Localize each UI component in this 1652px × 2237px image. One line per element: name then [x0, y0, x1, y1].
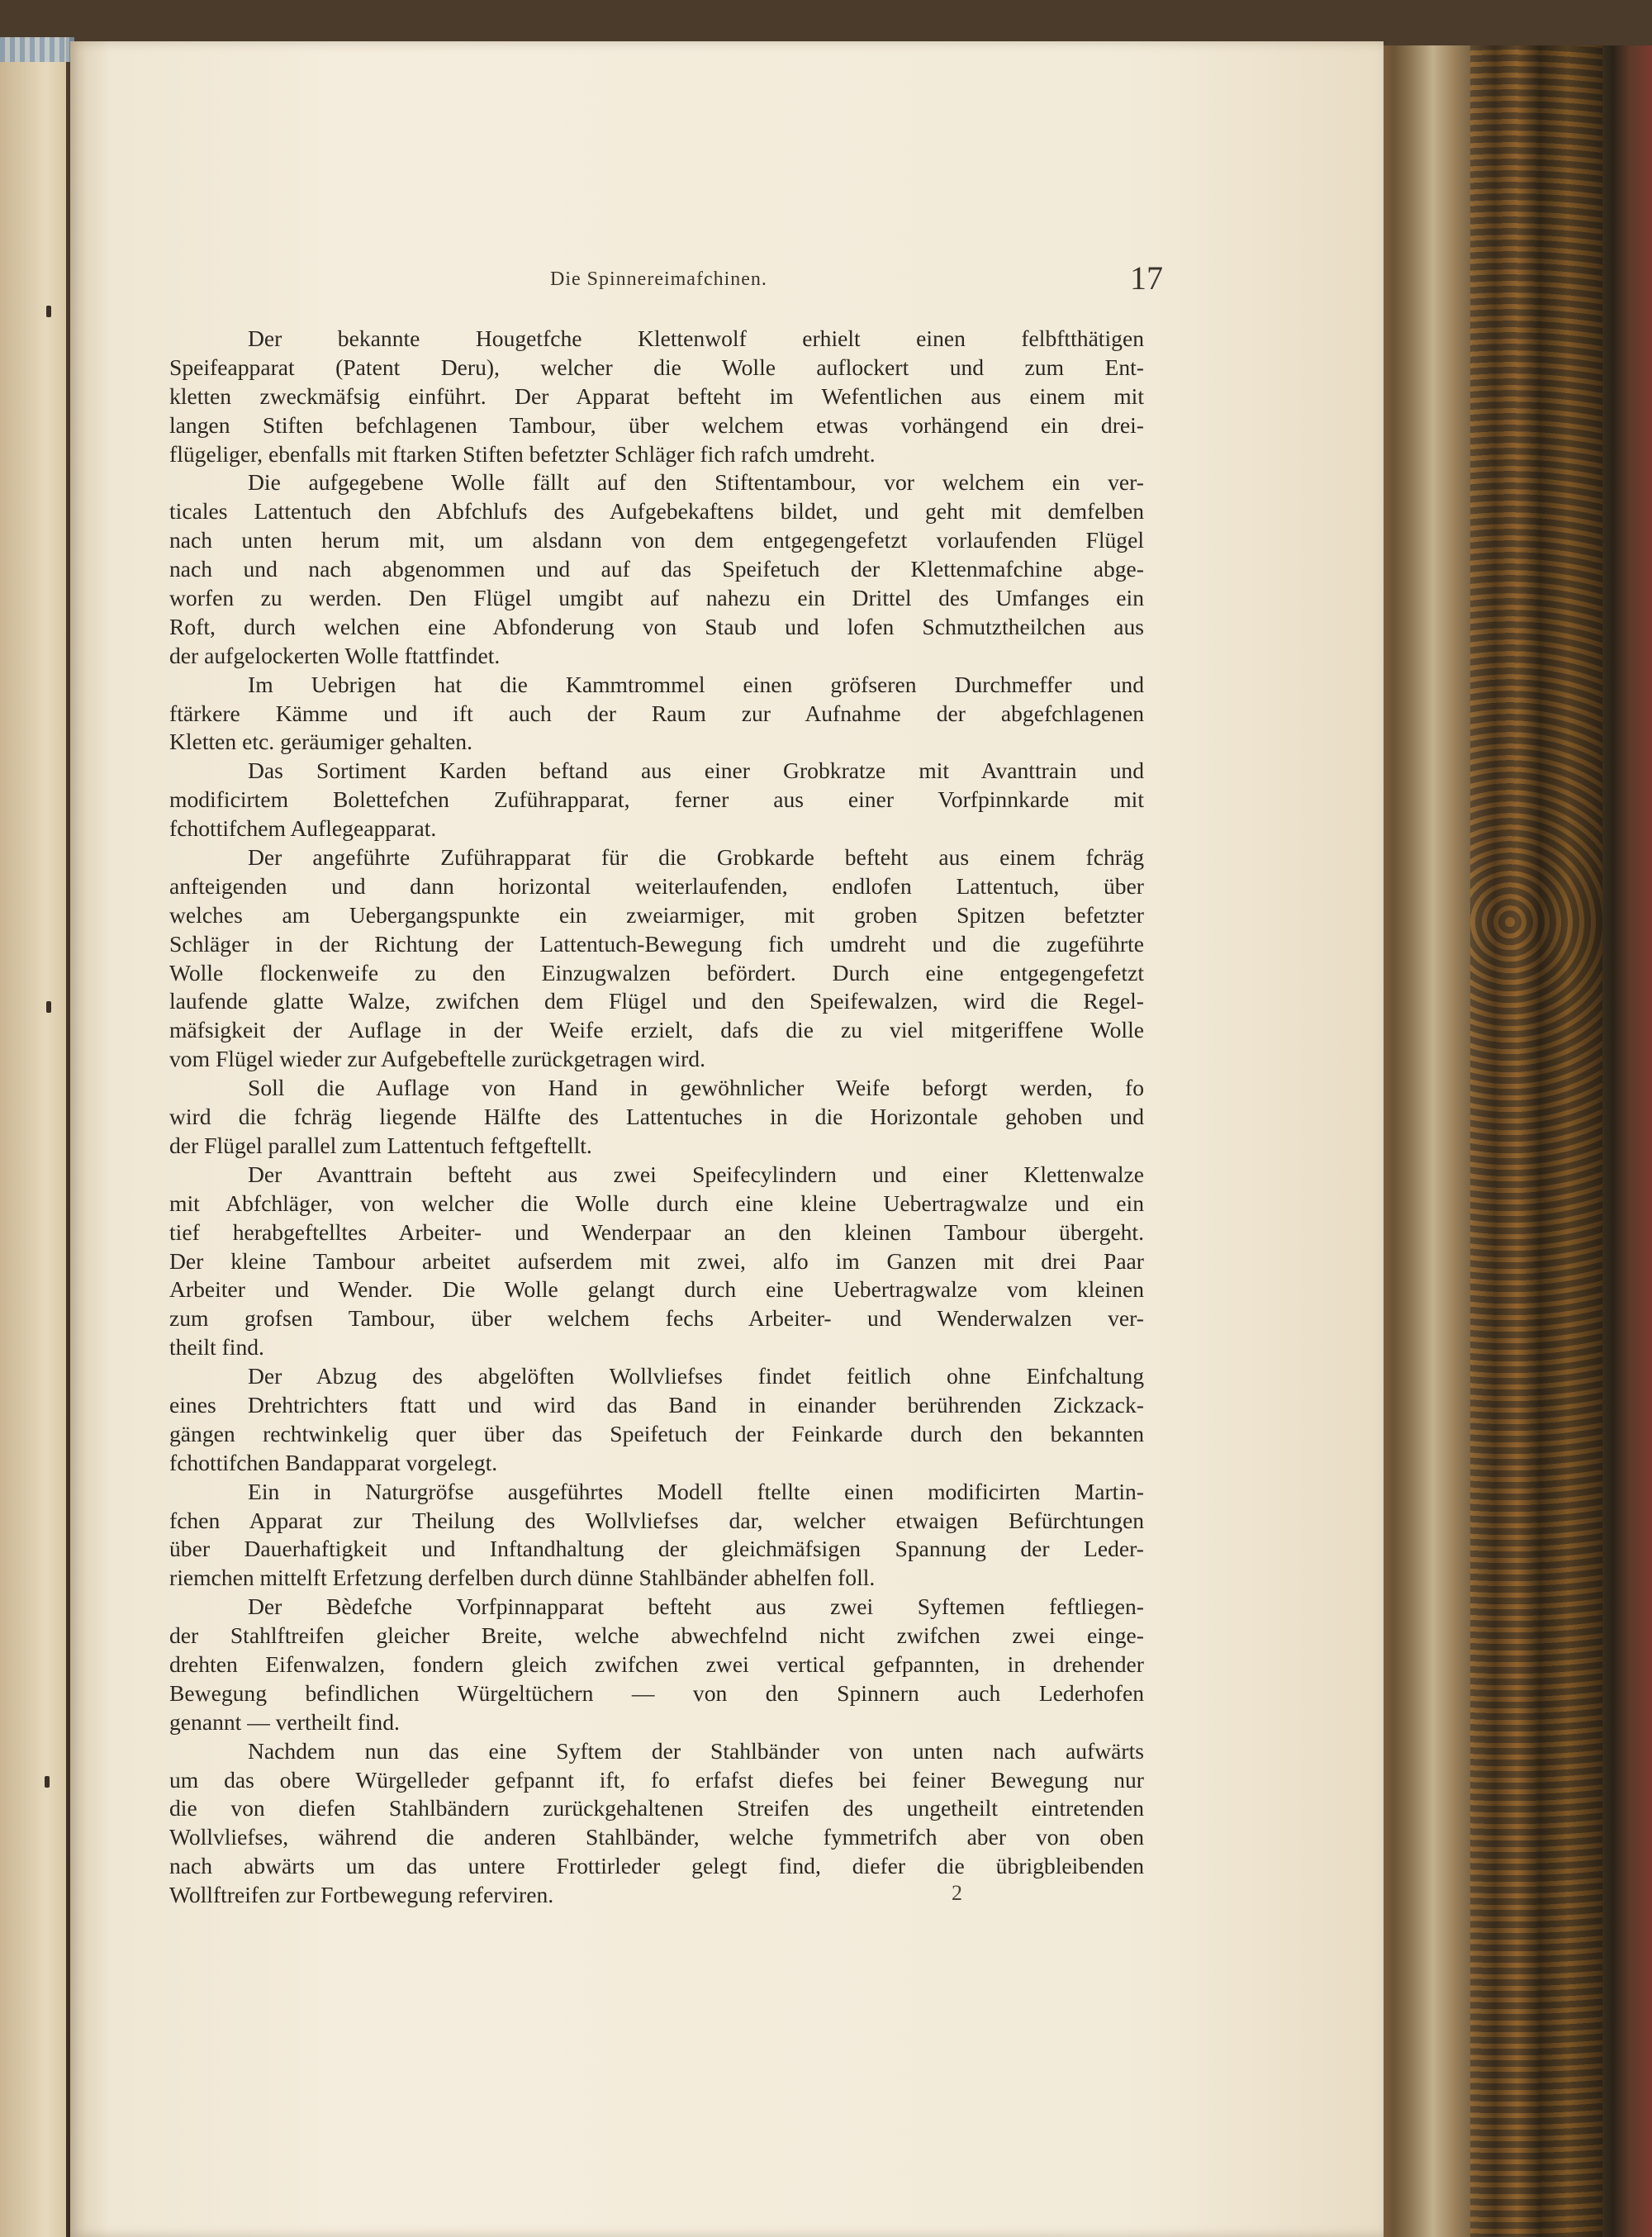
text-line: die von diefen Stahlbändern zurückgehaltenen Streifen des ungetheilt eintretenden [169, 1795, 1144, 1821]
text-line: Arbeiter und Wender. Die Wolle gelangt durch eine Uebertragwalze vom kleinen [169, 1276, 1144, 1303]
text-line: riemchen mittelft Erfetzung derfelben durch dünne Stahlbänder abhelfen foll. [169, 1565, 876, 1591]
text-line: wird die fchräg liegende Hälfte des Lattentuches in die Horizontale gehoben und [169, 1104, 1144, 1130]
text-line: kletten zweckmäfsig einführt. Der Apparat befteht im Wefentlichen aus einem mit [169, 382, 1144, 409]
text-line: modificirtem Bolettefchen Zuführapparat, ferner aus einer Vorfpinnkarde mit [169, 786, 1144, 813]
text-line: theilt find. [169, 1334, 264, 1361]
text-line: Im Uebrigen hat die Kammtrommel einen gröfseren Durchmeffer und [248, 671, 1144, 697]
text-line: zum grofsen Tambour, über welchem fechs Arbeiter- und Wenderwalzen ver- [169, 1305, 1144, 1332]
text-line: tief herabgeftelltes Arbeiter- und Wenderpaar an den kleinen Tambour übergeht. [169, 1218, 1144, 1245]
text-line: der Stahlftreifen gleicher Breite, welche abwechfelnd nicht zwifchen zwei einge- [169, 1622, 1144, 1649]
text-line: Bewegung befindlichen Würgeltüchern — von den Spinnern auch Lederhofen [169, 1679, 1144, 1706]
text-line: Der Avanttrain befteht aus zwei Speifecylindern und einer Klettenwalze [248, 1161, 1144, 1187]
text-line: nach und nach abgenommen und auf das Speifetuch der Klettenmafchine abge- [169, 556, 1144, 582]
text-line: Nachdem nun das eine Syftem der Stahlbänder von unten nach aufwärts [248, 1737, 1144, 1764]
margin-mark [45, 1776, 50, 1788]
text-line: nach abwärts um das untere Frottirleder gelegt find, diefer die übrigbleibenden [169, 1853, 1144, 1879]
signature-mark: 2 [952, 1881, 962, 1905]
page-header [550, 259, 1163, 300]
running-title: Die Spinnereimafchinen. [550, 268, 767, 290]
text-line: Roft, durch welchen eine Abfonderung von Staub und lofen Schmutztheilchen aus [169, 613, 1144, 639]
text-line: mit Abfchläger, von welcher die Wolle durch eine kleine Uebertragwalze und ein [169, 1190, 1144, 1216]
text-line: worfen zu werden. Den Flügel umgibt auf nahezu ein Drittel des Umfanges ein [169, 585, 1144, 611]
text-line: Wollftreifen zur Fortbewegung referviren. [169, 1882, 554, 1908]
text-line: Die aufgegebene Wolle fällt auf den Stiftentambour, vor welchem ein ver- [248, 469, 1144, 496]
text-line: anfteigenden und dann horizontal weiterlaufenden, endlofen Lattentuch, über [169, 872, 1144, 899]
text-line: Wolle flockenweife zu den Einzugwalzen befördert. Durch eine entgegengefetzt [169, 959, 1144, 986]
text-line: ticales Lattentuch den Abfchlufs des Aufgebekaftens bildet, und geht mit demfelben [169, 498, 1144, 525]
text-line: der aufgelockerten Wolle ftattfindet. [169, 642, 501, 668]
text-line: Wollvliefses, während die anderen Stahlbänder, welche fymmetrifch aber von oben [169, 1824, 1144, 1850]
text-line: Der Bèdefche Vorfpinnapparat befteht aus zwei Syftemen feftliegen- [248, 1593, 1144, 1620]
text-line: eines Drehtrichters ftatt und wird das Band in einander berührenden Zickzack- [169, 1391, 1144, 1418]
text-line: Soll die Auflage von Hand in gewöhnlicher Weife beforgt werden, fo [248, 1075, 1144, 1101]
text-line: ftärkere Kämme und ift auch der Raum zur Aufnahme der abgefchlagenen [169, 700, 1144, 726]
text-line: gängen rechtwinkelig quer über das Speifetuch der Feinkarde durch den bekannten [169, 1420, 1144, 1446]
text-line: Speifeapparat (Patent Deru), welcher die Wolle auflockert und zum Ent- [169, 354, 1144, 380]
text-line: drehten Eifenwalzen, fondern gleich zwifchen zwei vertical gefpannten, in drehender [169, 1650, 1144, 1677]
text-line: Der kleine Tambour arbeitet aufserdem mit zwei, alfo im Ganzen mit drei Paar [169, 1247, 1144, 1274]
text-line: flügeliger, ebenfalls mit ftarken Stiften befetzter Schläger fich rafch umdreht. [169, 440, 876, 467]
text-line: laufende glatte Walze, zwifchen dem Flügel und den Speifewalzen, wird die Regel- [169, 988, 1144, 1014]
facing-page-binding-strip [0, 37, 74, 62]
text-line: fchottifchen Bandapparat vorgelegt. [169, 1449, 498, 1475]
text-line: der Flügel parallel zum Lattentuch feftgeftellt. [169, 1132, 592, 1158]
text-line: Das Sortiment Karden beftand aus einer Grobkratze mit Avanttrain und [248, 758, 1144, 784]
text-line: Der bekannte Hougetfche Klettenwolf erhielt einen felbftthätigen [248, 325, 1144, 351]
text-line: fchottifchem Auflegeapparat. [169, 815, 437, 842]
text-line: um das obere Würgelleder gefpannt ift, fo erfafst diefes bei feiner Bewegung nur [169, 1766, 1144, 1793]
text-line: Ein in Naturgröfse ausgeführtes Modell ftellte einen modificirten Martin- [248, 1478, 1144, 1504]
body-text [169, 325, 1144, 1910]
facing-page-edge [0, 37, 66, 2237]
text-line: Kletten etc. geräumiger gehalten. [169, 729, 472, 755]
text-line: langen Stiften befchlagenen Tambour, über welchem etwas vorhängend ein drei- [169, 411, 1144, 438]
text-line: mäfsigkeit der Auflage in der Weife erzielt, dafs die zu viel mitgeriffene Wolle [169, 1017, 1144, 1043]
text-line: über Dauerhaftigkeit und Inftandhaltung der gleichmäfsigen Spannung der Leder- [169, 1536, 1144, 1562]
text-line: welches am Uebergangspunkte ein zweiarmiger, mit groben Spitzen befetzter [169, 901, 1144, 928]
page-number: 17 [1130, 259, 1163, 297]
text-line: Schläger in der Richtung der Lattentuch-Bewegung fich umdreht und die zugeführte [169, 930, 1144, 957]
text-line: nach unten herum mit, um alsdann von dem entgegengefetzt vorlaufenden Flügel [169, 527, 1144, 553]
margin-mark [46, 1001, 51, 1013]
text-line: Der Abzug des abgelöften Wollvliefses findet feitlich ohne Einfchaltung [248, 1363, 1144, 1389]
book-page-edges [1371, 45, 1652, 2237]
margin-mark [46, 306, 51, 317]
text-line: genannt — vertheilt find. [169, 1708, 400, 1735]
text-line: fchen Apparat zur Theilung des Wollvliefses dar, welcher etwaigen Befürchtungen [169, 1507, 1144, 1533]
text-line: Der angeführte Zuführapparat für die Grobkarde befteht aus einem fchräg [248, 844, 1144, 871]
text-line: vom Flügel wieder zur Aufgebeftelle zurückgetragen wird. [169, 1046, 705, 1072]
